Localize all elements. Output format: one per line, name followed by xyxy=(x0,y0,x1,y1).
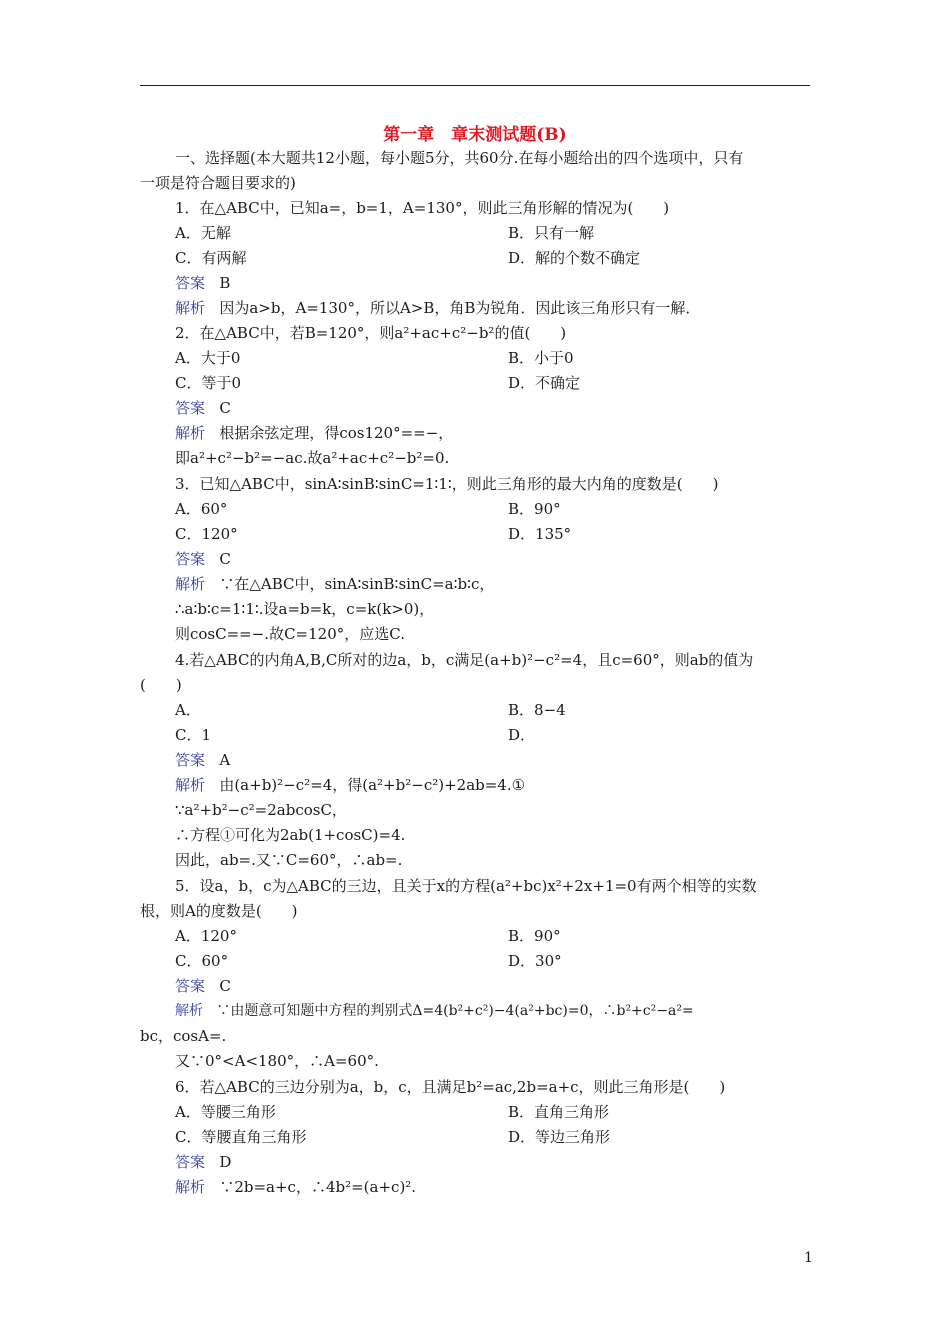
analysis-label: 解析 xyxy=(175,776,206,794)
q5-option-b: B．90° xyxy=(508,927,561,945)
analysis-text: ∵2b=a+c，∴4b²=(a+c)². xyxy=(219,1178,417,1196)
answer-label: 答案 xyxy=(175,399,206,417)
analysis-text: 由(a+b)²−c²=4，得(a²+b²−c²)+2ab=4.① xyxy=(219,776,526,794)
q1-option-a: A．无解 xyxy=(175,224,231,242)
q6-option-d: D．等边三角形 xyxy=(508,1128,611,1146)
q3-stem: 3．已知△ABC中，sinA∶sinB∶sinC=1∶1∶，则此三角形的最大内角的度数是( ) xyxy=(175,475,719,493)
q4-analysis-line-4: 因此，ab=.又∵C=60°，∴ab=. xyxy=(175,851,403,869)
q4-stem-line-1: 4.若△ABC的内角A,B,C所对的边a，b，c满足(a+b)²−c²=4，且c=60°，则ab的值为 xyxy=(175,651,754,669)
q4-option-b: B．8−4 xyxy=(508,701,566,719)
q3-option-a: A．60° xyxy=(175,500,228,518)
q2-option-a: A．大于0 xyxy=(175,349,241,367)
q3-analysis-line-1 xyxy=(175,574,494,594)
answer-label: 答案 xyxy=(175,274,206,292)
q4-answer xyxy=(175,750,230,770)
q2-stem: 2．在△ABC中，若B=120°，则a²+ac+c²−b²的值( ) xyxy=(175,324,567,342)
analysis-label: 解析 xyxy=(175,575,206,593)
q3-option-c: C．120° xyxy=(175,525,238,543)
answer-value: B xyxy=(219,274,231,292)
q6-option-a: A．等腰三角形 xyxy=(175,1103,276,1121)
analysis-label: 解析 xyxy=(175,1003,203,1019)
q2-answer xyxy=(175,398,231,418)
analysis-label: 解析 xyxy=(175,1178,206,1196)
q1-option-d: D．解的个数不确定 xyxy=(508,249,641,267)
q2-analysis-line-2: 即a²+c²−b²=−ac.故a²+ac+c²−b²=0. xyxy=(175,449,450,467)
answer-label: 答案 xyxy=(175,1153,206,1171)
instructions-line-1: 一、选择题(本大题共12小题，每小题5分，共60分.在每小题给出的四个选项中，只有 xyxy=(175,149,744,167)
q5-analysis-line-2: bc，cosA=. xyxy=(140,1027,227,1045)
q3-option-b: B．90° xyxy=(508,500,561,518)
page-number: 1 xyxy=(804,1250,813,1266)
answer-value: C xyxy=(219,977,231,995)
q5-option-c: C．60° xyxy=(175,952,229,970)
analysis-text: ∵由题意可知题中方程的判别式Δ=4(b²+c²)−4(a²+bc)=0，∴b²+c²−a²= xyxy=(216,1003,694,1019)
answer-value: C xyxy=(219,550,231,568)
answer-label: 答案 xyxy=(175,751,206,769)
q1-analysis-line-1 xyxy=(175,298,700,318)
q5-stem-line-1: 5．设a，b，c为△ABC的三边，且关于x的方程(a²+bc)x²+2x+1=0有两个相等的实数 xyxy=(175,877,757,895)
q5-stem-line-2: 根，则A的度数是( ) xyxy=(140,902,298,920)
q5-analysis-line-1 xyxy=(175,1001,694,1021)
q2-option-b: B．小于0 xyxy=(508,349,574,367)
analysis-text: ∵在△ABC中，sinA∶sinB∶sinC=a∶b∶c， xyxy=(219,575,495,593)
answer-label: 答案 xyxy=(175,977,206,995)
q2-option-d: D．不确定 xyxy=(508,374,581,392)
q4-analysis-line-1 xyxy=(175,775,525,795)
answer-label: 答案 xyxy=(175,550,206,568)
q5-analysis-line-3: 又∵0°<A<180°，∴A=60°. xyxy=(175,1052,379,1070)
q4-analysis-line-3: ∴方程①可化为2ab(1+cosC)=4. xyxy=(175,826,406,844)
q1-answer xyxy=(175,273,230,293)
q5-answer xyxy=(175,976,231,996)
q3-analysis-line-3: 则cosC==−.故C=120°，应选C. xyxy=(175,625,405,643)
q3-analysis-line-2: ∴a∶b∶c=1∶1∶.设a=b=k，c=k(k>0)， xyxy=(175,600,435,618)
q4-analysis-line-2: ∵a²+b²−c²=2abcosC， xyxy=(175,801,347,819)
q3-answer xyxy=(175,549,231,569)
q5-option-a: A．120° xyxy=(175,927,237,945)
q6-option-c: C．等腰直角三角形 xyxy=(175,1128,307,1146)
q4-option-d: D． xyxy=(508,726,536,744)
q4-option-c: C．1 xyxy=(175,726,212,744)
header-rule xyxy=(140,85,810,86)
q6-option-b: B．直角三角形 xyxy=(508,1103,610,1121)
q2-analysis-line-1 xyxy=(175,423,453,443)
q4-option-a: A． xyxy=(175,701,201,719)
q4-stem-line-2: ( ) xyxy=(140,676,182,694)
q1-stem: 1．在△ABC中，已知a=，b=1，A=130°，则此三角形解的情况为( ) xyxy=(175,199,670,217)
answer-value: C xyxy=(219,399,231,417)
q5-option-d: D．30° xyxy=(508,952,562,970)
analysis-text: 根据余弦定理，得cos120°==−， xyxy=(219,424,454,442)
analysis-label: 解析 xyxy=(175,299,206,317)
q3-option-d: D．135° xyxy=(508,525,572,543)
page-title: 第一章 章末测试题(B) xyxy=(383,125,567,145)
answer-value: D xyxy=(219,1153,232,1171)
analysis-label: 解析 xyxy=(175,424,206,442)
answer-value: A xyxy=(219,751,231,769)
q6-stem: 6．若△ABC的三边分别为a，b，c，且满足b²=ac,2b=a+c，则此三角形是( ) xyxy=(175,1078,726,1096)
q1-option-b: B．只有一解 xyxy=(508,224,595,242)
instructions-line-2: 一项是符合题目要求的) xyxy=(140,174,296,192)
q6-answer xyxy=(175,1152,231,1172)
q6-analysis-line-1 xyxy=(175,1177,416,1197)
analysis-text: 因为a>b，A=130°，所以A>B，角B为锐角．因此该三角形只有一解． xyxy=(219,299,701,317)
q1-option-c: C．有两解 xyxy=(175,249,247,267)
q2-option-c: C．等于0 xyxy=(175,374,242,392)
